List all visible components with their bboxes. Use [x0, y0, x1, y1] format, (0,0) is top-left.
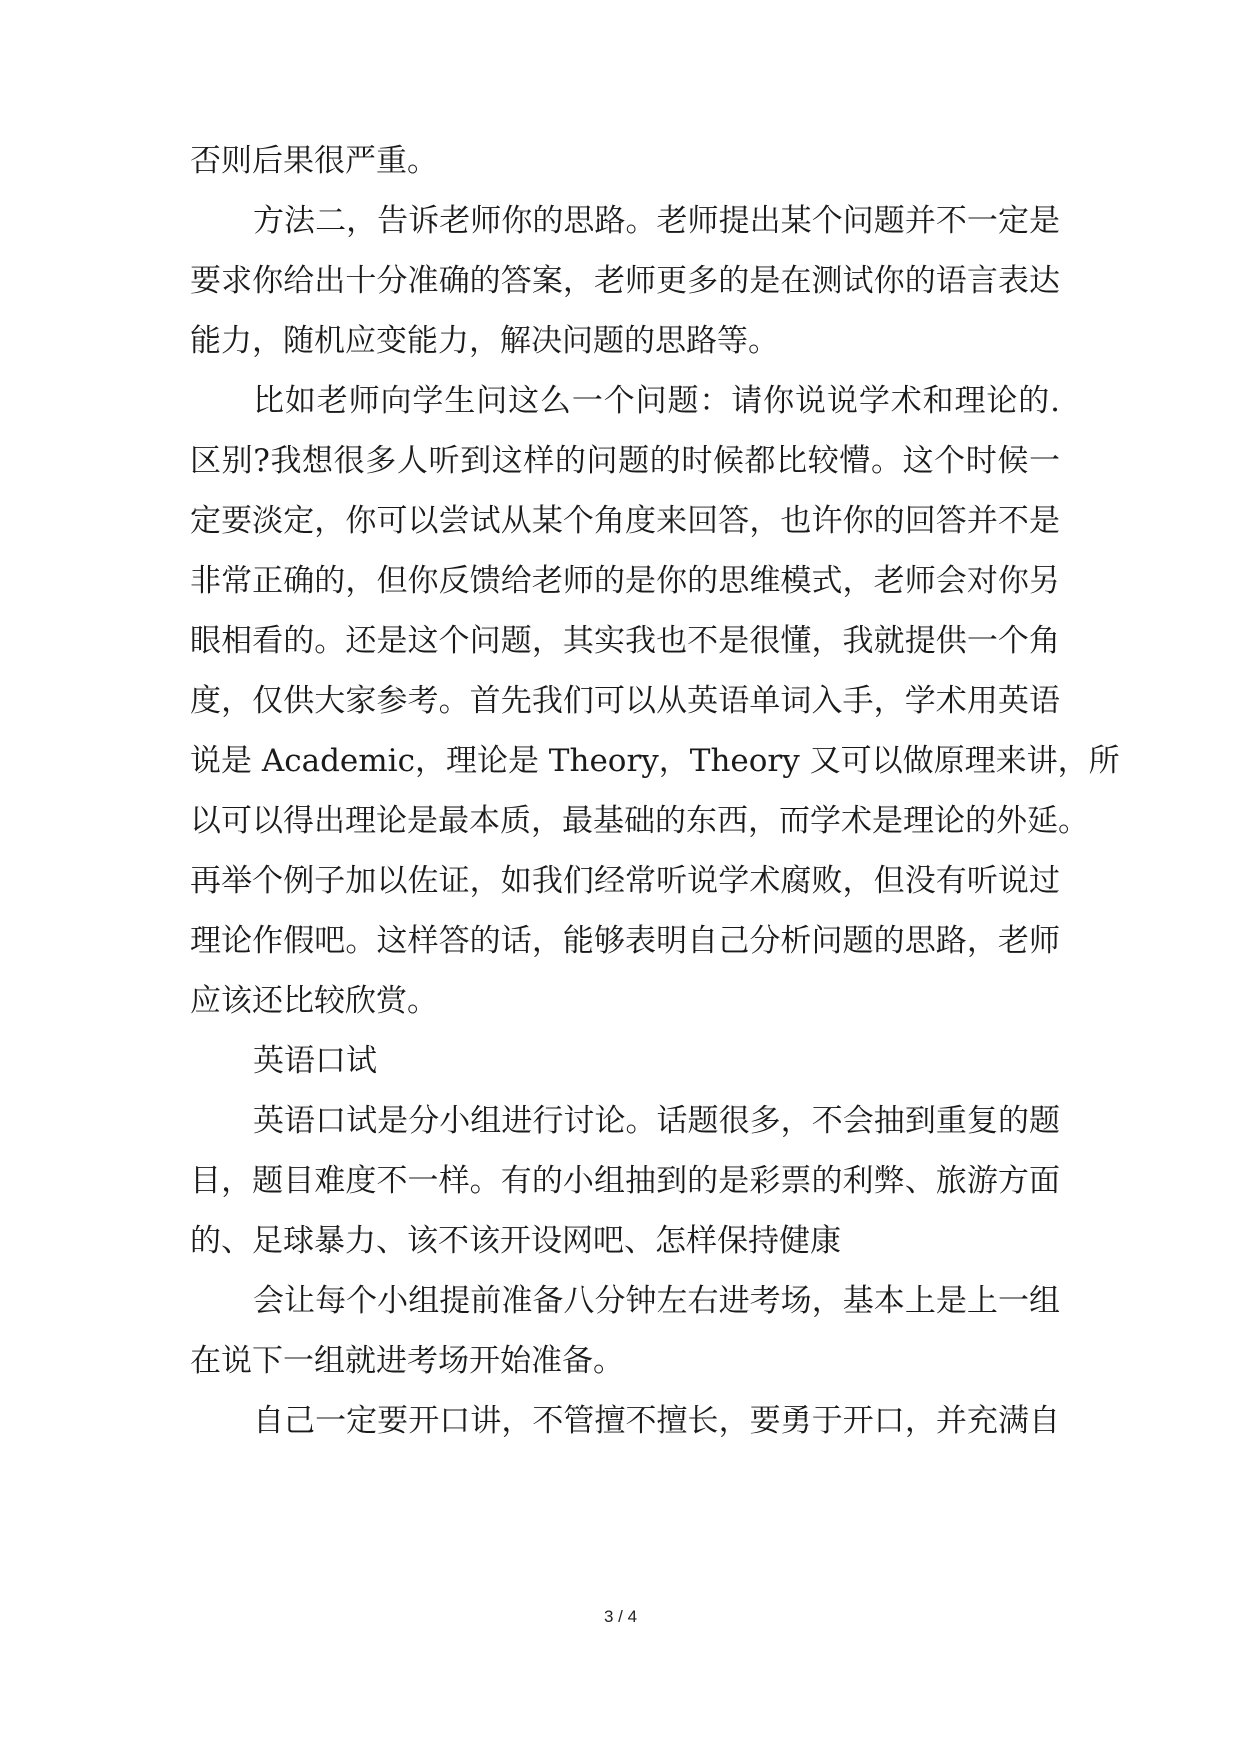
text-line: 能力，随机应变能力，解决问题的思路等。 — [190, 323, 779, 359]
paragraph-first-line: 自己一定要开口讲，不管擅不擅长，要勇于开口，并充满自 — [253, 1403, 1060, 1439]
text-line: 的、足球暴力、该不该开设网吧、怎样保持健康 — [190, 1223, 841, 1259]
text-line: 应该还比较欣赏。 — [190, 983, 438, 1019]
paragraph-first-line: 比如老师向学生问这么一个问题：请你说说学术和理论的. — [253, 383, 1060, 419]
paragraph-first-line: 英语口试是分小组进行讨论。话题很多，不会抽到重复的题 — [253, 1103, 1060, 1139]
paragraph-first-line: 会让每个小组提前准备八分钟左右进考场，基本上是上一组 — [253, 1283, 1060, 1319]
section-heading: 英语口试 — [253, 1043, 377, 1079]
text-line: 度，仅供大家参考。首先我们可以从英语单词入手，学术用英语 — [190, 683, 1060, 719]
text-line: 非常正确的，但你反馈给老师的是你的思维模式，老师会对你另 — [190, 563, 1060, 599]
page-number: 3 / 4 — [603, 1607, 638, 1626]
text-line: 理论作假吧。这样答的话，能够表明自己分析问题的思路，老师 — [190, 923, 1060, 959]
text-line: 以可以得出理论是最本质，最基础的东西，而学术是理论的外延。 — [190, 803, 1089, 839]
text-line: 目，题目难度不一样。有的小组抽到的是彩票的利弊、旅游方面 — [190, 1163, 1060, 1199]
text-line: 眼相看的。还是这个问题，其实我也不是很懂，我就提供一个角 — [190, 623, 1060, 659]
text-line: 再举个例子加以佐证，如我们经常听说学术腐败，但没有听说过 — [190, 863, 1060, 899]
text-line: 否则后果很严重。 — [190, 143, 438, 179]
text-line: 定要淡定，你可以尝试从某个角度来回答，也许你的回答并不是 — [190, 503, 1060, 539]
paragraph-first-line: 方法二，告诉老师你的思路。老师提出某个问题并不一定是 — [253, 203, 1060, 239]
text-line: 要求你给出十分准确的答案，老师更多的是在测试你的语言表达 — [190, 263, 1060, 299]
text-line: 区别?我想很多人听到这样的问题的时候都比较懵。这个时候一 — [190, 443, 1060, 479]
text-line: 说是 Academic，理论是 Theory，Theory 又可以做原理来讲，所 — [190, 743, 1120, 779]
text-line: 在说下一组就进考场开始准备。 — [190, 1343, 624, 1379]
